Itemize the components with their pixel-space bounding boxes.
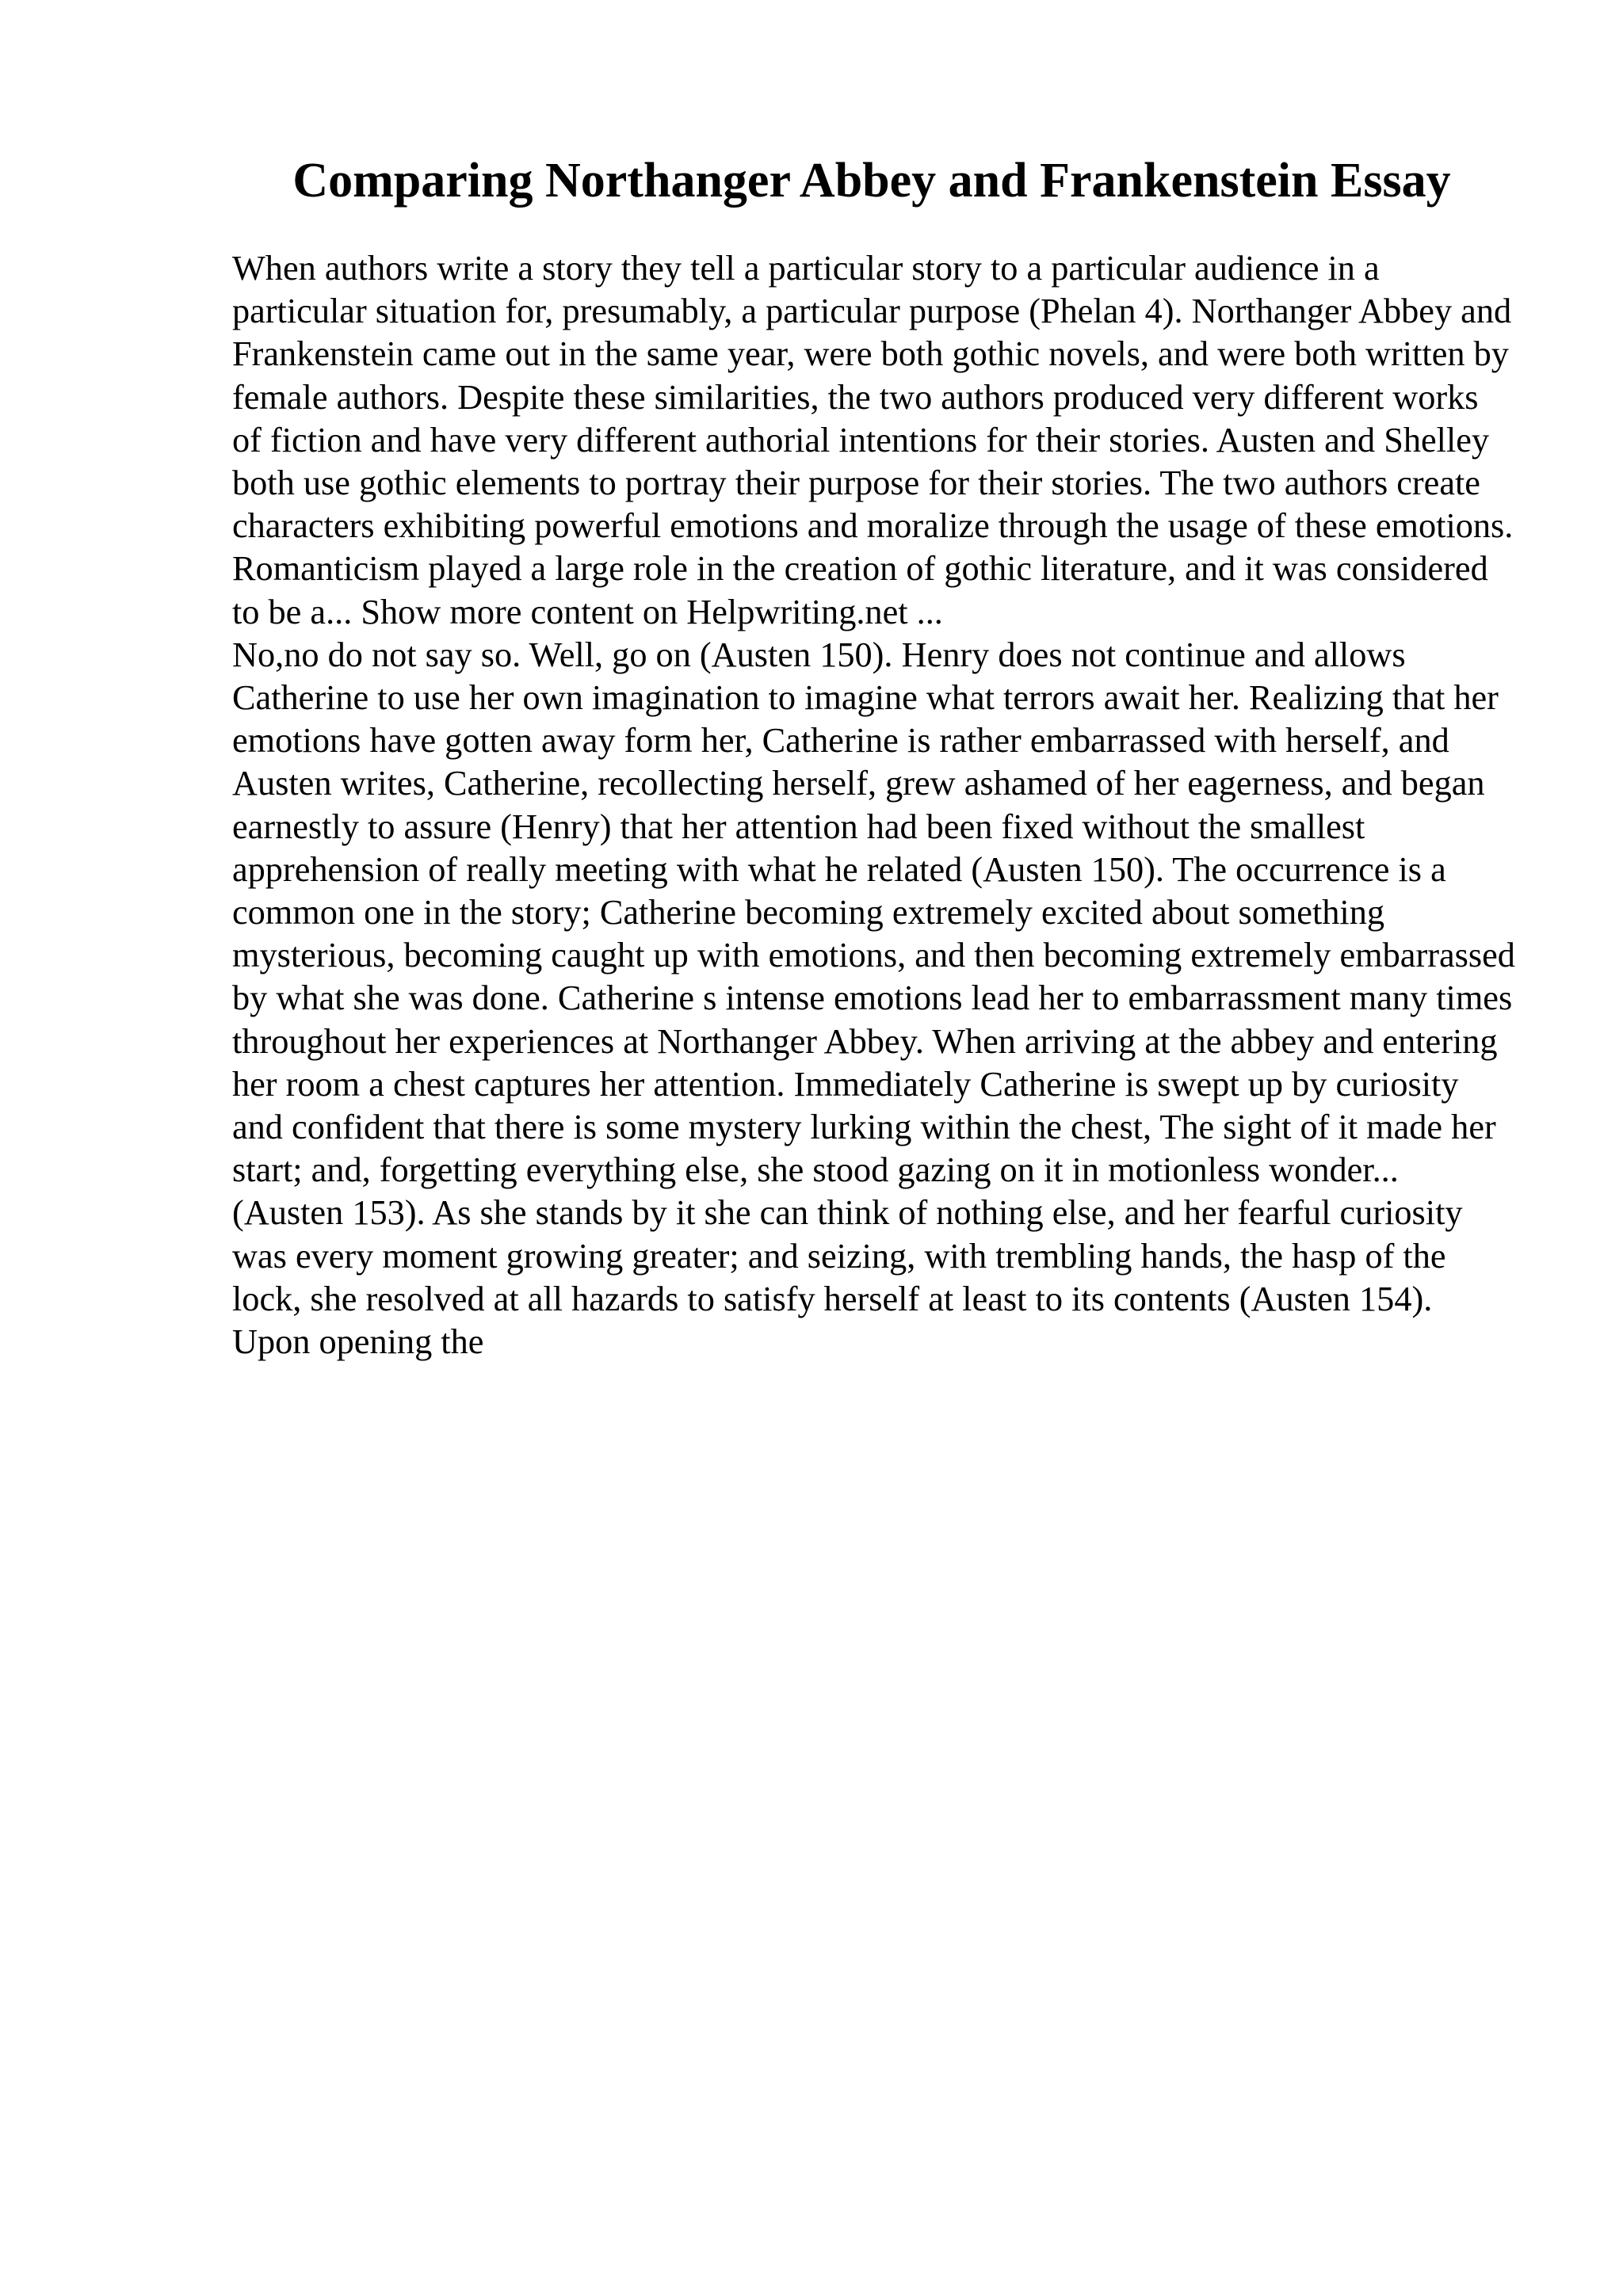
paragraph-intro: When authors write a story they tell a particular story to a particular audience in a particular situation for, presumably, a particular purpose (Phelan 4). Northanger Abbey and Frankenstein came out in the same year, were both gothic novels, and were both written by female authors. Despite these similarities, the two authors produced very different works of fiction and have very different authorial intentions for their stories. Austen and Shelley both use gothic elements to portray their purpose for their stories. The two authors create characters exhibiting powerful emotions and moralize through the usage of these emotions. Romanticism played a large role in the creation of gothic literature, and it was considered to be a... Show more content on Helpwriting.net ... (232, 249, 1514, 631)
paragraph-excerpt: No,no do not say so. Well, go on (Austen 150). Henry does not continue and allows Catherine to use her own imagination to imagine what terrors await her. Realizing that her emotions have gotten away form her, Catherine is rather embarrassed with herself, and Austen writes, Catherine, recollecting herself, grew ashamed of her eagerness, and began earnestly to assure (Henry) that her attention had been fixed without the smallest apprehension of really meeting with what he related (Austen 150). The occurrence is a common one in the story; Catherine becoming extremely excited about something mysterious, becoming caught up with emotions, and then becoming extremely embarrassed by what she was done. Catherine s intense emotions lead her to embarrassment many times throughout her experiences at Northanger Abbey. When arriving at the abbey and entering her room a chest captures her attention. Immediately Catherine is swept up by curiosity and confident that there is some mystery lurking within the chest, The sight of it made her start; and, forgetting everything else, she stood gazing on it in motionless wonder... (Austen 153). As she stands by it she can think of nothing else, and her fearful curiosity was every moment growing greater; and seizing, with trembling hands, the hasp of the lock, she resolved at all hazards to satisfy herself at least to its contents (Austen 154). Upon opening the (232, 635, 1515, 1362)
page-title: Comparing Northanger Abbey and Frankenstein Essay (292, 154, 1451, 208)
essay-body (232, 247, 1516, 1363)
